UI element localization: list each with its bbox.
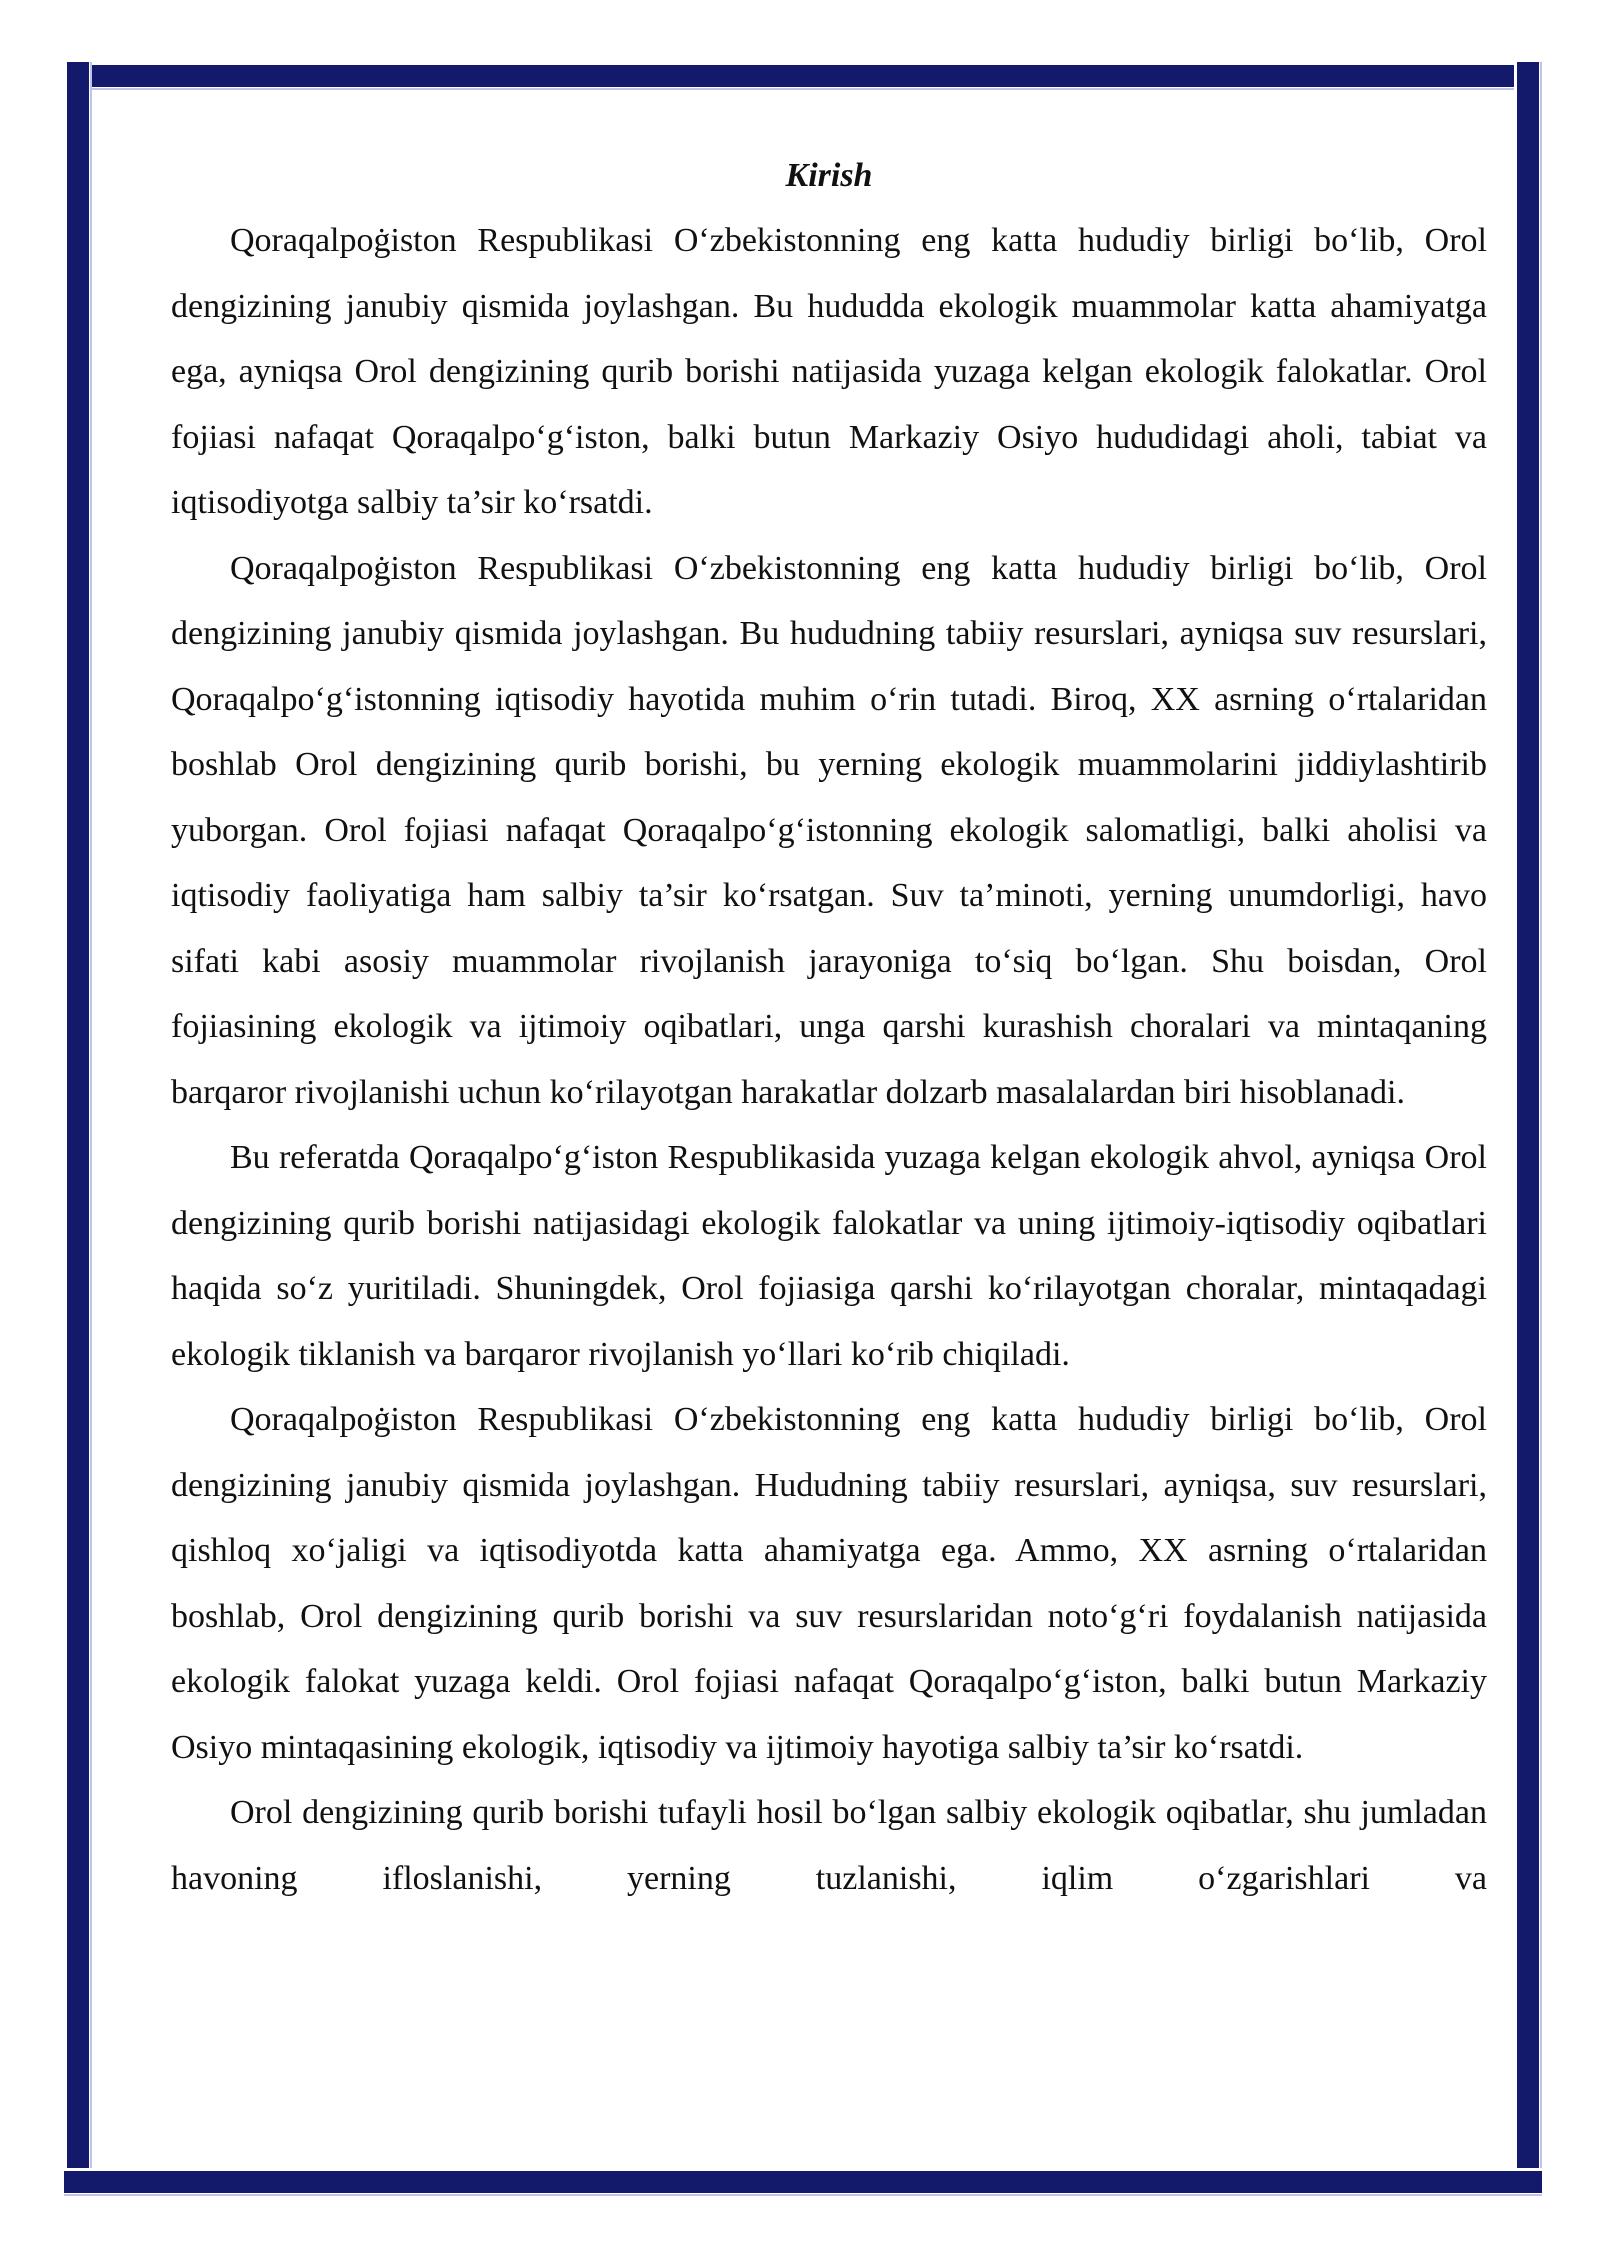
section-heading: Kirish [785, 157, 873, 194]
decorative-border-top [64, 62, 1542, 90]
paragraph-2: Qoraqalpoġiston Respublikasi O‘zbekistonning eng katta hududiy birligi bo‘lib, Orol dengizining janubiy qismida joylashgan. Bu hududning tabiiy resurslari, ayniqsa suv resurslari, Qoraqalpo‘g‘istonning iqtisodiy hayotida muhim o‘rin tutadi. Biroq, XX asrning o‘rtalaridan boshlab Orol dengizining qurib borishi, bu yerning ekologik muammolarini jiddiylashtirib yuborgan. Orol fojiasi nafaqat Qoraqalpo‘g‘istonning ekologik salomatligi, balki aholisi va iqtisodiy faoliyatiga ham salbiy ta’sir ko‘rsatgan. Suv ta’minoti, yerning unumdorligi, havo sifati kabi asosiy muammolar rivojlanish jarayoniga to‘siq bo‘lgan. Shu boisdan, Orol fojiasining ekologik va ijtimoiy oqibatlari, unga qarshi kurashish choralari va mintaqaning barqaror rivojlanishi uchun ko‘rilayotgan harakatlar dolzarb masalalardan biri hisoblanadi. [171, 549, 1487, 1111]
decorative-border-right [1514, 62, 1542, 2196]
page-body [171, 148, 1487, 1911]
paragraph-4: Qoraqalpoġiston Respublikasi O‘zbekistonning eng katta hududiy birligi bo‘lib, Orol dengizining janubiy qismida joylashgan. Hududning tabiiy resurslari, ayniqsa, suv resurslari, qishloq xo‘jaligi va iqtisodiyotda katta ahamiyatga ega. Ammo, XX asrning o‘rtalaridan boshlab, Orol dengizining qurib borishi va suv resurslaridan noto‘g‘ri foydalanish natijasida ekologik falokat yuzaga keldi. Orol fojiasi nafaqat Qoraqalpo‘g‘iston, balki butun Markaziy Osiyo mintaqasining ekologik, iqtisodiy va ijtimoiy hayotiga salbiy ta’sir ko‘rsatdi. [171, 1401, 1487, 1766]
paragraph-5: Orol dengizining qurib borishi tufayli hosil bo‘lgan salbiy ekologik oqibatlar, shu jumladan havoning ifloslanishi, yerning tuzlanishi, iqlim o‘zgarishlari va [171, 1794, 1487, 1897]
decorative-border-bottom [64, 2168, 1542, 2196]
paragraph-3: Bu referatda Qoraqalpo‘g‘iston Respublikasida yuzaga kelgan ekologik ahvol, ayniqsa Orol dengizining qurib borishi natijasidagi ekologik falokatlar va uning ijtimoiy-iqtisodiy oqibatlari haqida so‘z yuritiladi. Shuningdek, Orol fojiasiga qarshi ko‘rilayotgan choralar, mintaqadagi ekologik tiklanish va barqaror rivojlanish yo‘llari ko‘rib chiqiladi. [171, 1139, 1487, 1373]
decorative-border-left [64, 62, 92, 2196]
paragraph-1: Qoraqalpoġiston Respublikasi O‘zbekistonning eng katta hududiy birligi bo‘lib, Orol dengizining janubiy qismida joylashgan. Bu hududda ekologik muammolar katta ahamiyatga ega, ayniqsa Orol dengizining qurib borishi natijasida yuzaga kelgan ekologik falokatlar. Orol fojiasi nafaqat Qoraqalpo‘g‘iston, balki butun Markaziy Osiyo hududidagi aholi, tabiat va iqtisodiyotga salbiy ta’sir ko‘rsatdi. [171, 222, 1487, 521]
